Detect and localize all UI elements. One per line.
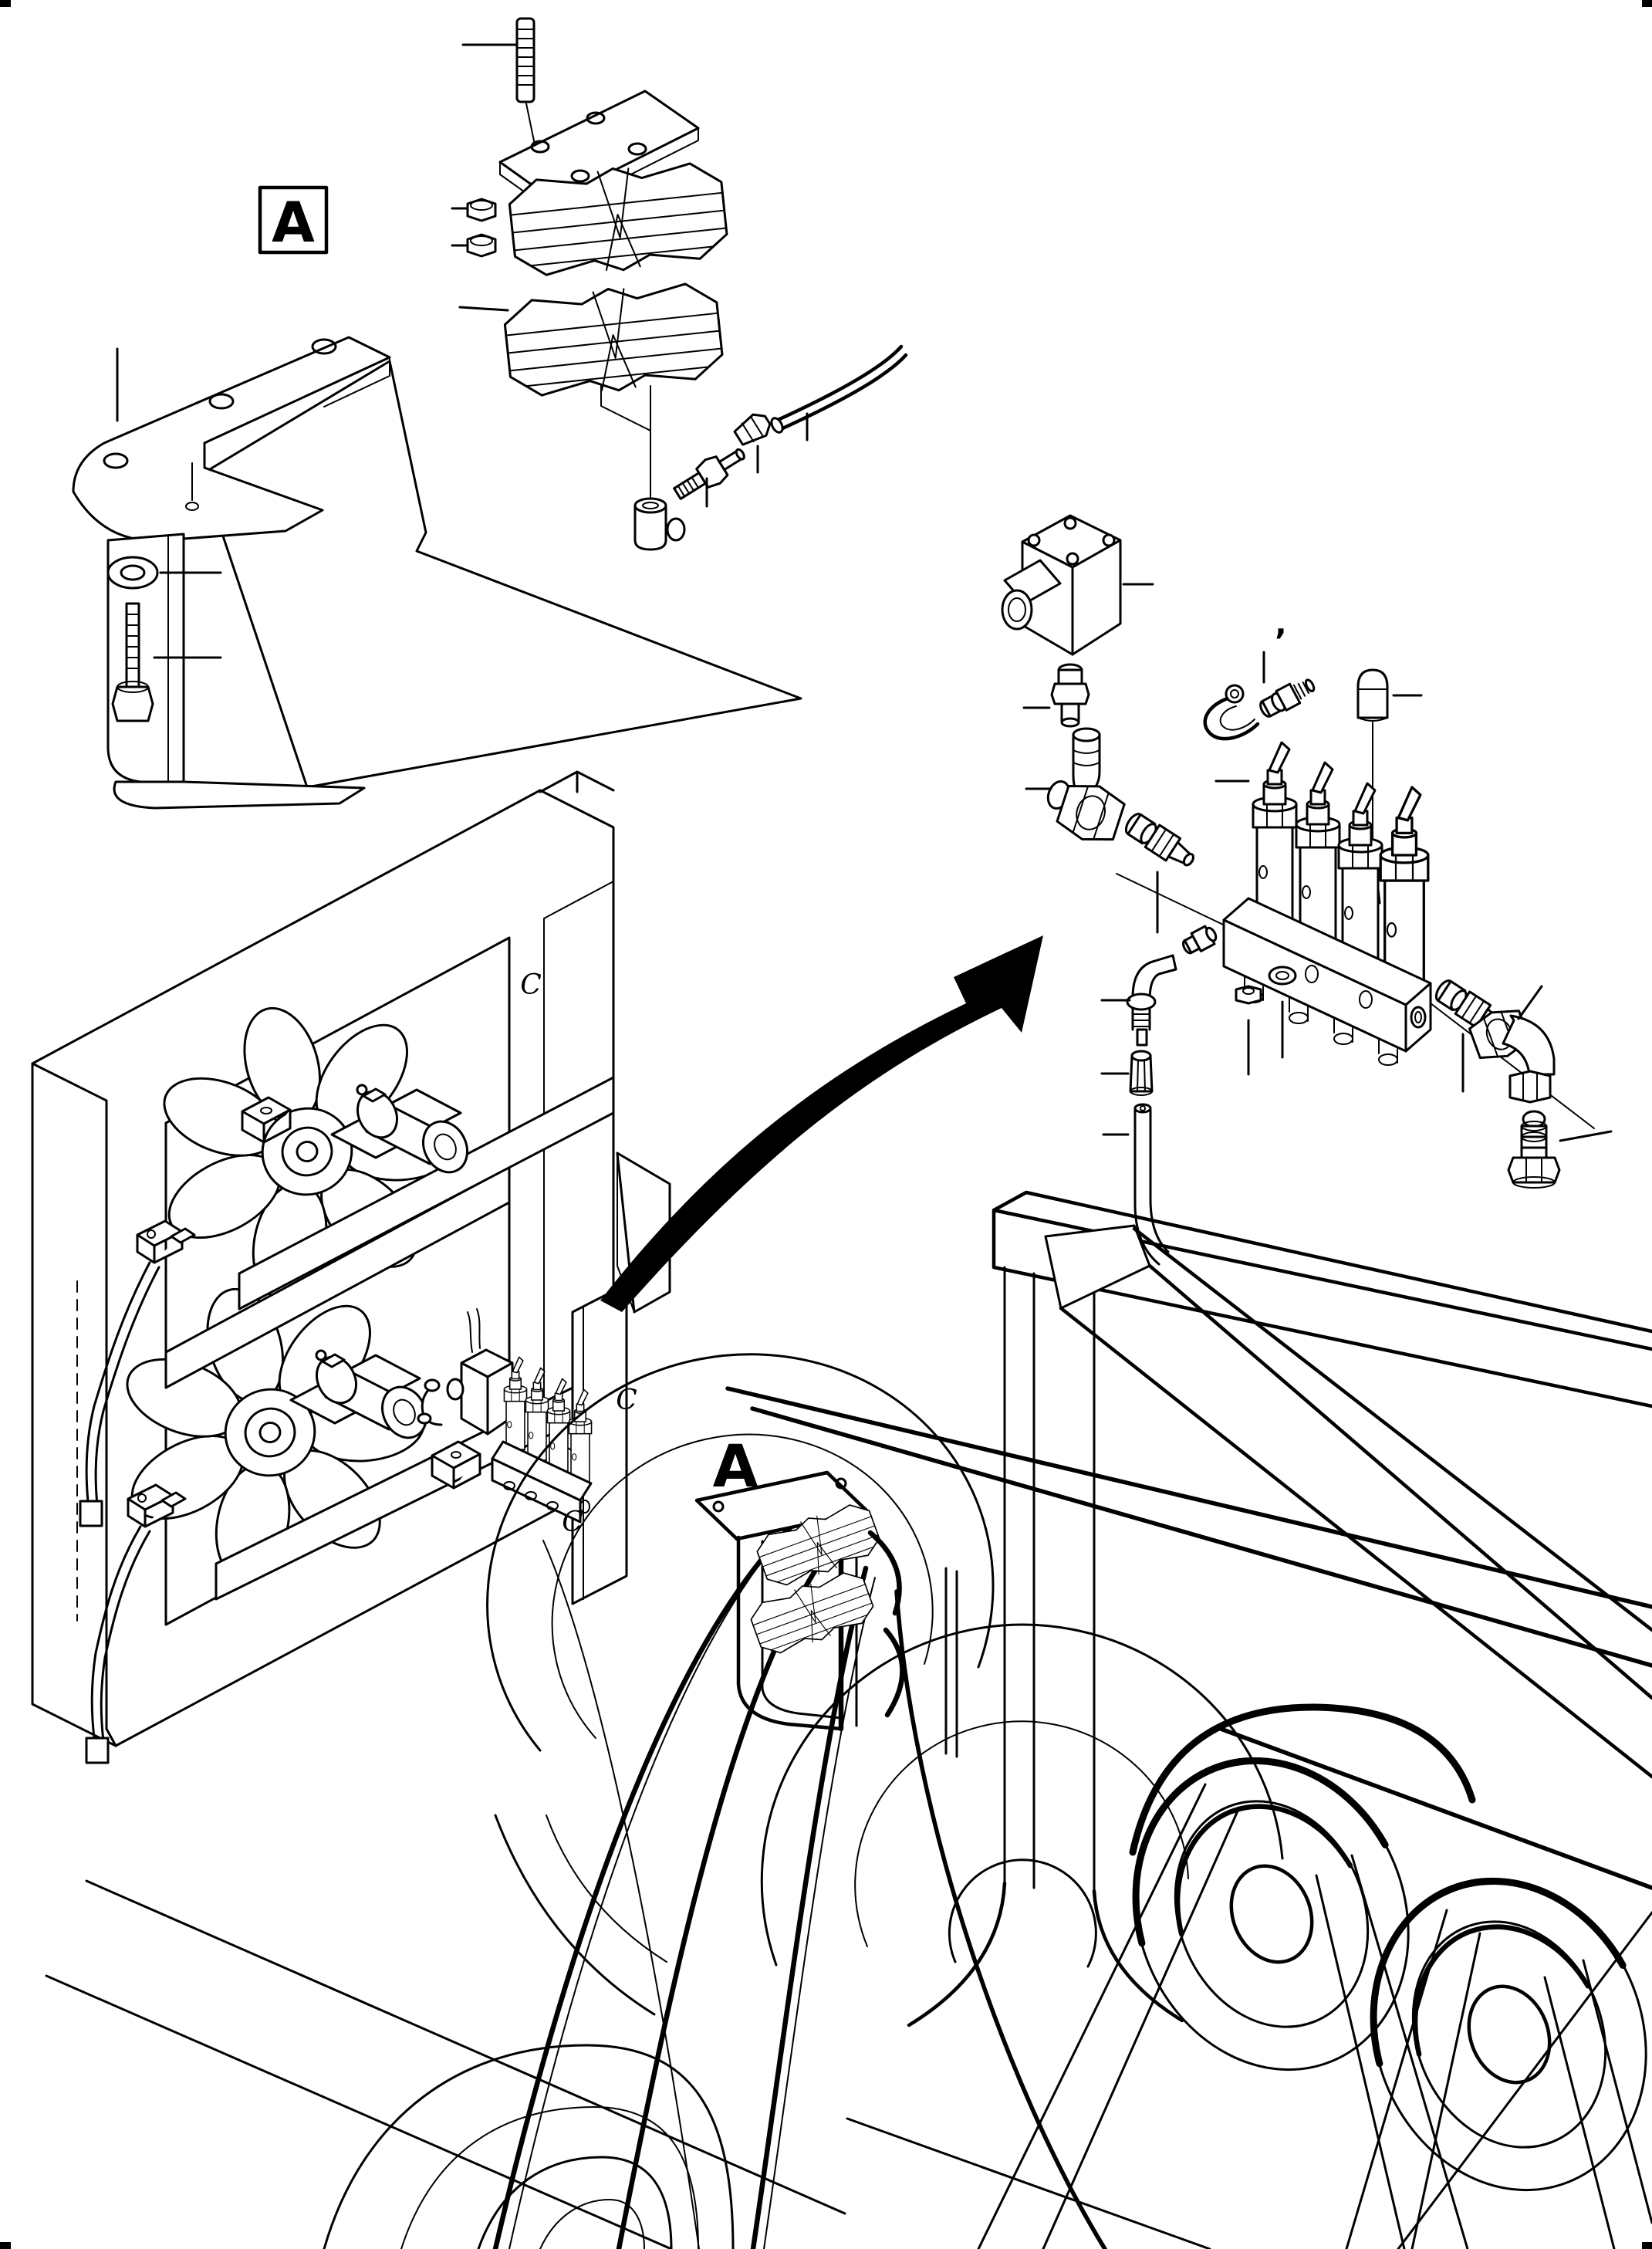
grease-injector <box>1380 787 1428 989</box>
hole-mark: C <box>562 1507 583 1538</box>
reference-arrow-icon <box>600 935 1043 1312</box>
lock-nut <box>468 199 495 221</box>
clamp-plate-stack <box>502 278 725 401</box>
hex-nut <box>1236 986 1261 1003</box>
small-port-fitting <box>1180 924 1219 958</box>
washer <box>108 557 157 588</box>
hole-mark: C <box>520 969 542 1001</box>
frame-braces <box>978 1784 1652 2249</box>
support-leg <box>909 1267 1182 2025</box>
stray-mark: , <box>1275 607 1287 642</box>
cooler-frame-view <box>32 772 670 1763</box>
assembly-centerline <box>601 386 650 500</box>
straight-adapter-fitting <box>1052 665 1089 726</box>
grease-injector <box>1296 763 1340 946</box>
crop-mark-bottom-left-icon <box>0 2242 11 2249</box>
mounting-bracket-assembly <box>73 337 801 808</box>
crop-mark-bottom-right-icon <box>1642 2242 1652 2249</box>
bracket-gusset-plate <box>202 361 801 787</box>
elbow-grease-fitting <box>635 499 684 550</box>
frame-top-tab <box>540 772 613 792</box>
hose-barb-connector <box>1508 1111 1559 1188</box>
bulkhead-fitting <box>1122 810 1199 872</box>
installed-clamp-bracket <box>697 1473 903 1729</box>
threaded-stud <box>517 19 534 102</box>
crop-mark-top-right-icon <box>1642 0 1652 7</box>
lubrication-hose <box>769 347 906 435</box>
grease-injector <box>1253 742 1296 926</box>
crop-mark-top-left-icon <box>0 0 11 7</box>
banjo-hose-assembly <box>1205 675 1318 739</box>
solenoid-valve <box>1002 516 1120 654</box>
detail-a-letter: A <box>272 190 315 255</box>
ferrule-nut <box>732 410 774 448</box>
compression-ferrule <box>1130 1051 1152 1095</box>
hole-mark: C <box>616 1385 637 1416</box>
fan-opening-arc <box>495 1815 654 2014</box>
belt-pulley <box>1089 1717 1454 2112</box>
deck-diagonal <box>847 1912 1652 2249</box>
bent-tube-fitting <box>1127 955 1176 1045</box>
exploded-lubrication-manifold <box>1002 516 1611 1264</box>
grease-injector <box>1339 783 1382 967</box>
adapter-screw-fitting <box>670 441 750 506</box>
sealing-washer <box>1269 967 1296 984</box>
leader-line <box>1560 1131 1611 1141</box>
leader-line <box>460 307 508 310</box>
bracket-foot <box>114 782 364 808</box>
detail-a-label-box <box>260 188 326 255</box>
lock-nut <box>468 235 495 256</box>
deck-edge-line <box>752 1409 1652 1666</box>
leader-line <box>1519 986 1542 1019</box>
elbow-swivel-fitting <box>1045 729 1127 848</box>
exploded-clamp-assembly <box>452 19 906 550</box>
location-a-letter: A <box>712 1432 758 1500</box>
diagonal-beam <box>1046 1226 1652 1777</box>
